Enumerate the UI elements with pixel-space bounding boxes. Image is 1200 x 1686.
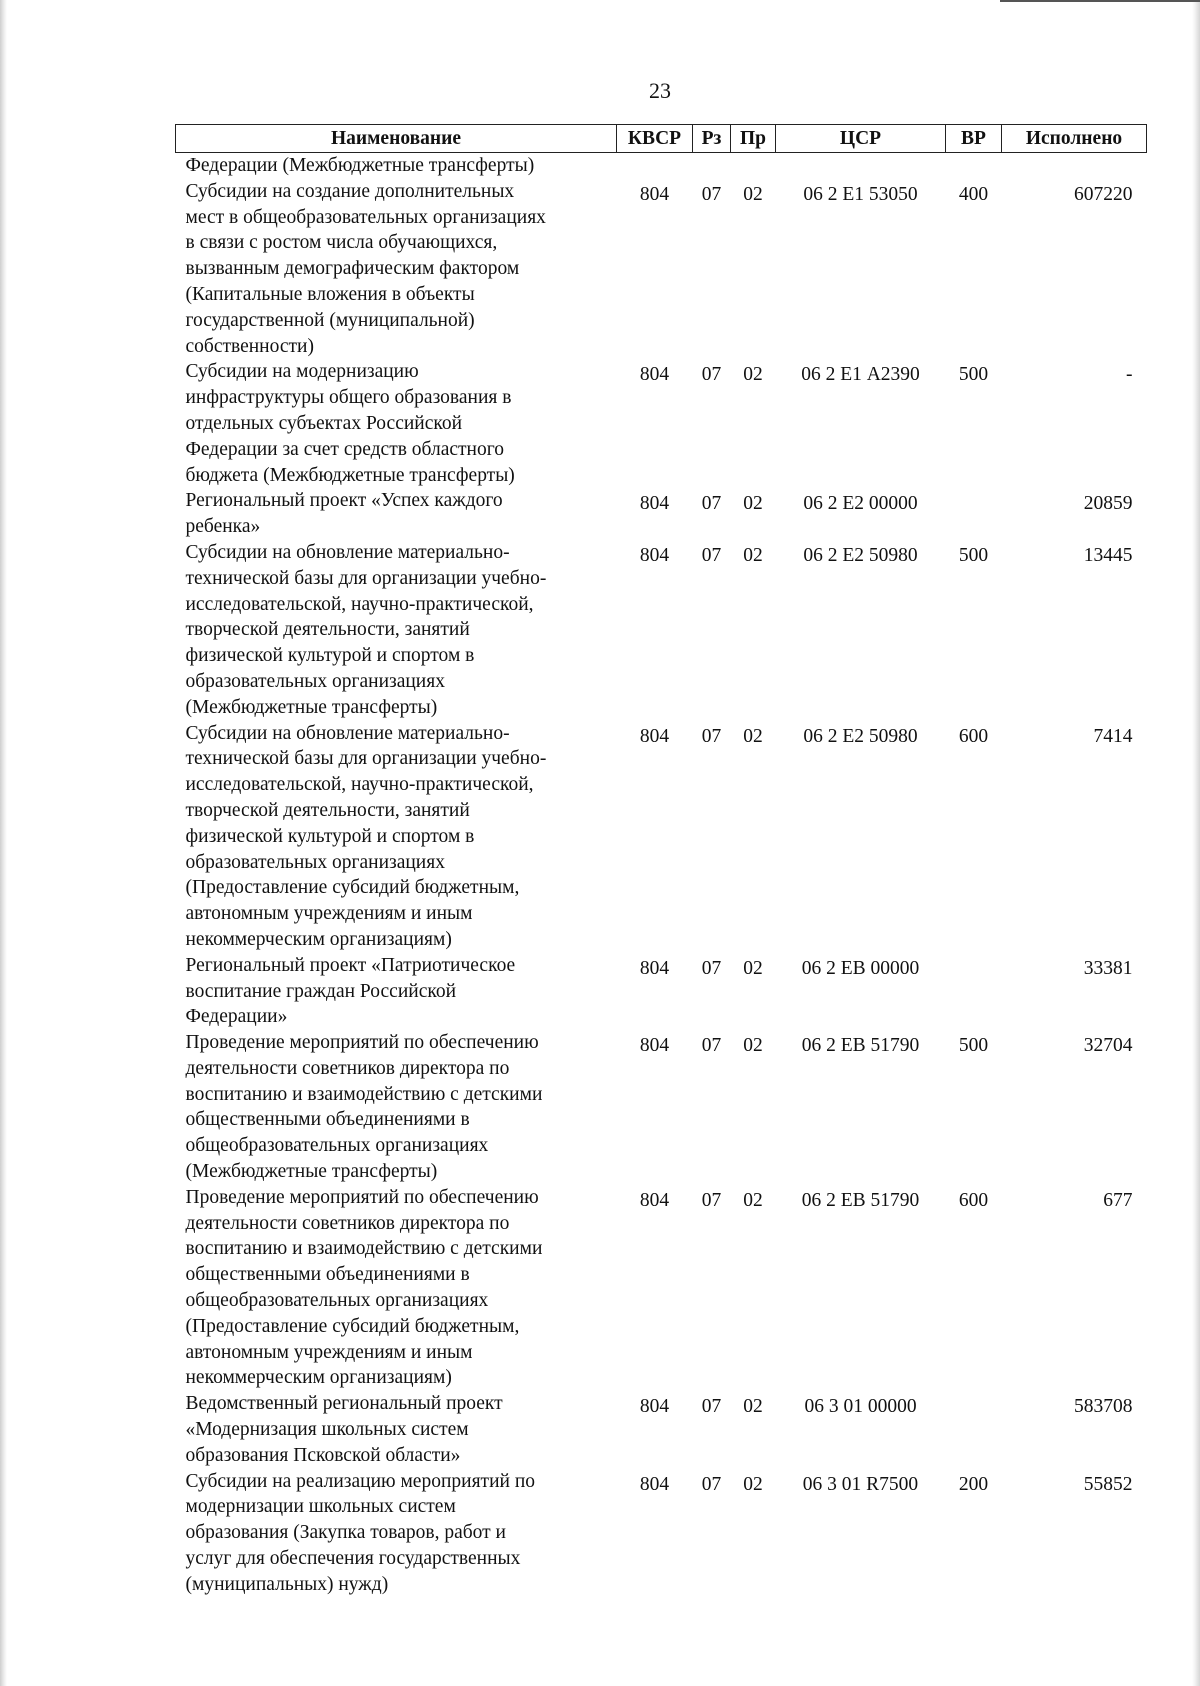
cell-kvsr: 804 [639,544,670,566]
cell-executed: 55852 [1083,1473,1133,1495]
cell-rz: 07 [701,493,722,515]
cell-csr: 06 2 Е2 50980 [803,544,918,566]
cell-rz: 07 [701,725,722,747]
table-header [176,125,1147,153]
cell-executed: 33381 [1083,957,1133,979]
table-row [176,153,1147,179]
table-row [176,953,1147,1030]
table-body [176,153,1147,1598]
cell-name: Региональный проект «Успех каждого ребенка» [185,490,503,538]
cell-name: Субсидии на модернизацию инфраструктуры общего образования в отдельных субъектах Российской Федерации за счет средств областного бюджета (Межбюджетные трансферты) [185,361,515,486]
cell-rz: 07 [701,183,722,205]
cell-csr: 06 2 ЕВ 00000 [801,957,920,979]
cell-kvsr [617,153,693,179]
table-row [176,179,1147,360]
cell-executed: 607220 [1074,183,1133,205]
cell-executed: - [1126,364,1133,386]
cell-vr: 400 [958,183,989,205]
cell-pr: 02 [743,183,763,205]
header-vr: ВР [946,125,1002,153]
cell-kvsr: 804 [639,1189,670,1211]
cell-name: Субсидии на реализацию мероприятий по модернизации школьных систем образования (Закупка товаров, работ и услуг для обеспечения государственных (муниципальных) нужд) [185,1470,536,1595]
scan-edge-left [0,0,7,1686]
cell-vr: 500 [958,364,989,386]
cell-executed: 32704 [1083,1035,1133,1057]
header-rz: Рз [693,125,731,153]
page-number: 23 [649,78,671,103]
cell-vr: 500 [958,1035,989,1057]
cell-name: Проведение мероприятий по обеспечению деятельности советников директора по воспитанию и взаимодействию с детскими общественными объединениями в общеобразовательных организациях (Межбюджетные трансферты) [185,1032,543,1183]
cell-kvsr: 804 [639,364,670,386]
cell-pr: 02 [743,725,763,747]
cell-kvsr: 804 [639,1035,670,1057]
cell-executed: 583708 [1074,1396,1133,1418]
cell-name: Проведение мероприятий по обеспечению деятельности советников директора по воспитанию и взаимодействию с детскими общественными объединениями в общеобразовательных организациях (Предоставление субсидий бюджетным, автономным учреждениям и иным некоммерческим организациям) [185,1186,543,1389]
cell-pr: 02 [743,493,763,515]
cell-name: Субсидии на создание дополнительных мест в общеобразовательных организациях в связи с ростом числа обучающихся, вызванным демографическим фактором (Капитальные вложения в объекты государственной (муниципальной) собственности) [185,180,546,357]
header-pr: Пр [731,125,776,153]
scan-edge-right [1192,0,1200,1686]
cell-vr: 600 [958,725,989,747]
cell-csr: 06 2 ЕВ 51790 [801,1189,920,1211]
header-row [176,125,1147,153]
cell-kvsr: 804 [639,493,670,515]
cell-pr [731,153,776,179]
scan-edge-top [1000,0,1200,2]
cell-pr: 02 [743,1189,763,1211]
cell-vr: 500 [958,544,989,566]
header-csr: ЦСР [776,125,946,153]
cell-executed: 13445 [1083,544,1133,566]
cell-csr: 06 2 ЕВ 51790 [801,1035,920,1057]
header-name: Наименование [176,125,617,153]
table-row [176,1030,1147,1185]
cell-kvsr: 804 [639,725,670,747]
cell-kvsr: 804 [639,957,670,979]
table-row [176,488,1147,540]
header-kvsr: КВСР [617,125,693,153]
cell-csr: 06 3 01 00000 [804,1396,917,1418]
cell-csr: 06 2 Е2 50980 [803,725,918,747]
cell-csr: 06 3 01 R7500 [802,1473,919,1495]
cell-executed: 7414 [1093,725,1133,747]
table-row [176,1391,1147,1468]
cell-rz: 07 [701,1473,722,1495]
cell-vr [946,488,1002,540]
cell-pr: 02 [743,1396,763,1418]
table-row [176,721,1147,953]
table-row [176,359,1147,488]
cell-vr [946,953,1002,1030]
cell-executed [1002,153,1147,179]
cell-vr: 200 [958,1473,989,1495]
cell-kvsr: 804 [639,1396,670,1418]
cell-rz [693,153,731,179]
cell-csr: 06 2 Е2 00000 [803,493,918,515]
cell-rz: 07 [701,1189,722,1211]
cell-csr: 06 2 Е1 А2390 [801,364,920,386]
cell-kvsr: 804 [639,183,670,205]
cell-kvsr: 804 [639,1473,670,1495]
cell-pr: 02 [743,1473,763,1495]
cell-rz: 07 [701,364,722,386]
cell-pr: 02 [743,1035,763,1057]
cell-pr: 02 [743,957,763,979]
cell-rz: 07 [701,957,722,979]
table-row [176,540,1147,721]
cell-executed: 20859 [1083,493,1133,515]
cell-pr: 02 [743,364,763,386]
header-executed: Исполнено [1002,125,1147,153]
cell-name: Субсидии на обновление материально- технической базы для организации учебно- исследовательской, научно-практической, творческой деятельности, занятий физической культурой и спортом в образовательных организациях (Межбюджетные трансферты) [185,541,547,718]
cell-csr [776,153,946,179]
cell-vr [946,153,1002,179]
cell-csr: 06 2 Е1 53050 [803,183,918,205]
cell-vr [946,1391,1002,1468]
cell-rz: 07 [701,1035,722,1057]
cell-vr: 600 [958,1189,989,1211]
cell-rz: 07 [701,544,722,566]
cell-name: Субсидии на обновление материально- технической базы для организации учебно- исследовательской, научно-практической, творческой деятельности, занятий физической культурой и спортом в образовательных организациях (Предоставление субсидий бюджетным, автономным учреждениям и иным некоммерческим организациям) [185,722,547,950]
table-row [176,1185,1147,1391]
cell-name: Региональный проект «Патриотическое воспитание граждан Российской Федерации» [185,954,516,1028]
cell-rz: 07 [701,1396,722,1418]
cell-name: Ведомственный региональный проект «Модернизация школьных систем образования Псковской области» [185,1393,503,1466]
table-row [176,1469,1147,1598]
cell-name: Федерации (Межбюджетные трансферты) [185,155,535,176]
budget-table [175,124,1147,1598]
cell-pr: 02 [743,544,763,566]
cell-executed: 677 [1103,1189,1133,1211]
